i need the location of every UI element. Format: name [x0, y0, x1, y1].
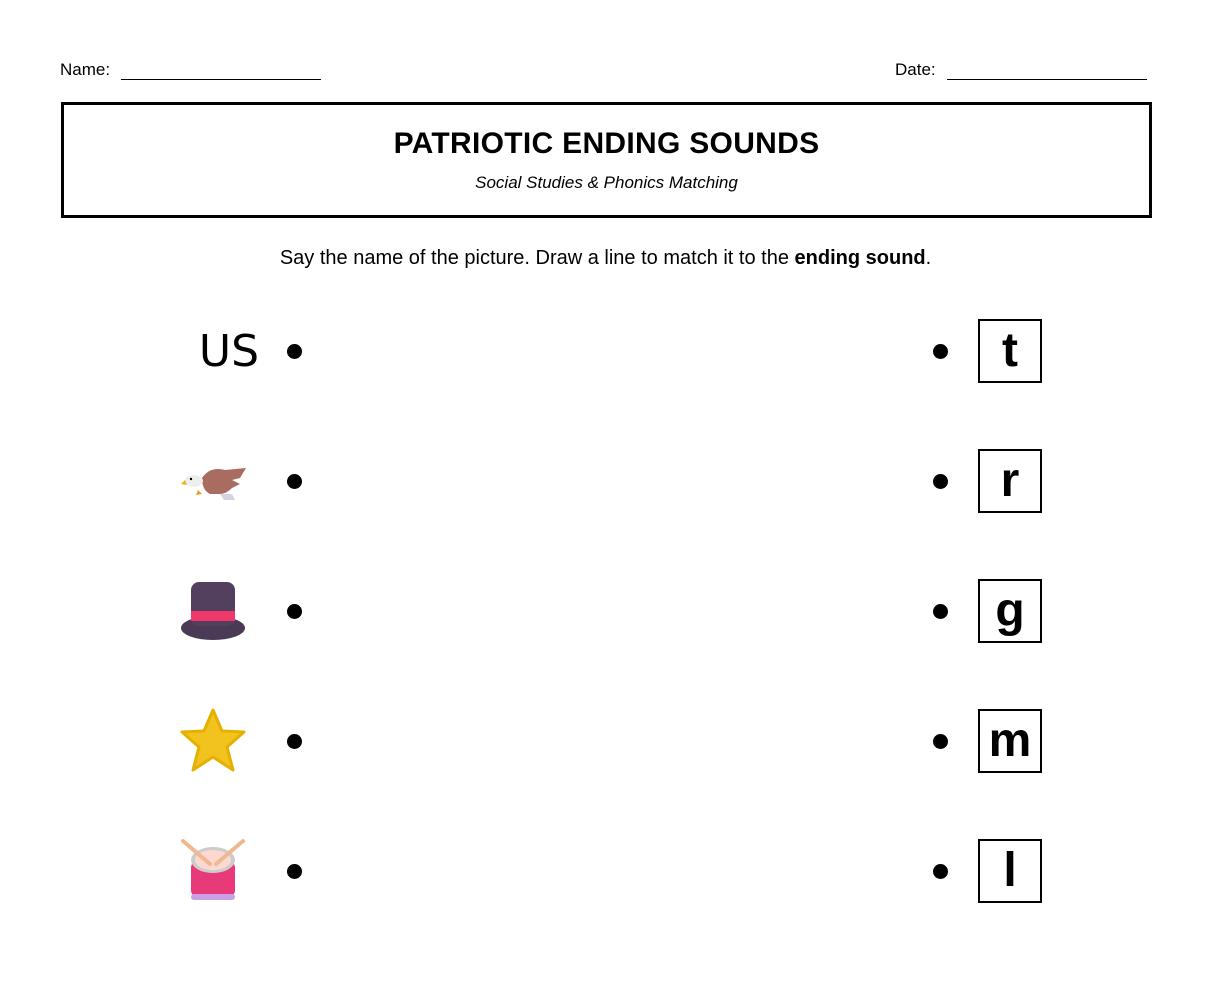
letter-box: l	[978, 839, 1042, 903]
instructions-text: Say the name of the picture. Draw a line to match it to the	[279, 247, 795, 269]
right-dot[interactable]	[933, 604, 948, 619]
letter-box: r	[978, 449, 1042, 513]
left-dot[interactable]	[287, 864, 302, 879]
date-line[interactable]	[947, 63, 1147, 80]
left-dot[interactable]	[287, 474, 302, 489]
left-dot[interactable]	[287, 344, 302, 359]
us-flag-icon: US	[198, 325, 260, 377]
title-box	[61, 102, 1152, 218]
instructions-bold: ending sound	[794, 247, 926, 269]
right-dot[interactable]	[933, 864, 948, 879]
letter-box: t	[978, 319, 1042, 383]
subtitle: Social Studies & Phonics Matching	[475, 173, 738, 192]
name-line[interactable]	[121, 63, 321, 80]
name-field	[60, 60, 321, 80]
match-row	[0, 844, 1211, 1001]
name-label: Name:	[60, 60, 111, 79]
right-dot[interactable]	[933, 734, 948, 749]
right-dot[interactable]	[933, 344, 948, 359]
instructions-end: .	[925, 247, 932, 269]
date-label: Date:	[895, 60, 936, 79]
drum-icon	[180, 838, 246, 904]
star-icon	[180, 708, 246, 774]
letter-box: m	[978, 709, 1042, 773]
right-dot[interactable]	[933, 474, 948, 489]
left-dot[interactable]	[287, 604, 302, 619]
letter-box: g	[978, 579, 1042, 643]
page-title: PATRIOTIC ENDING SOUNDS	[393, 127, 820, 160]
date-field	[895, 60, 1147, 80]
eagle-icon	[180, 448, 246, 514]
top-hat-icon	[180, 578, 246, 644]
left-dot[interactable]	[287, 734, 302, 749]
instructions	[0, 247, 1211, 270]
